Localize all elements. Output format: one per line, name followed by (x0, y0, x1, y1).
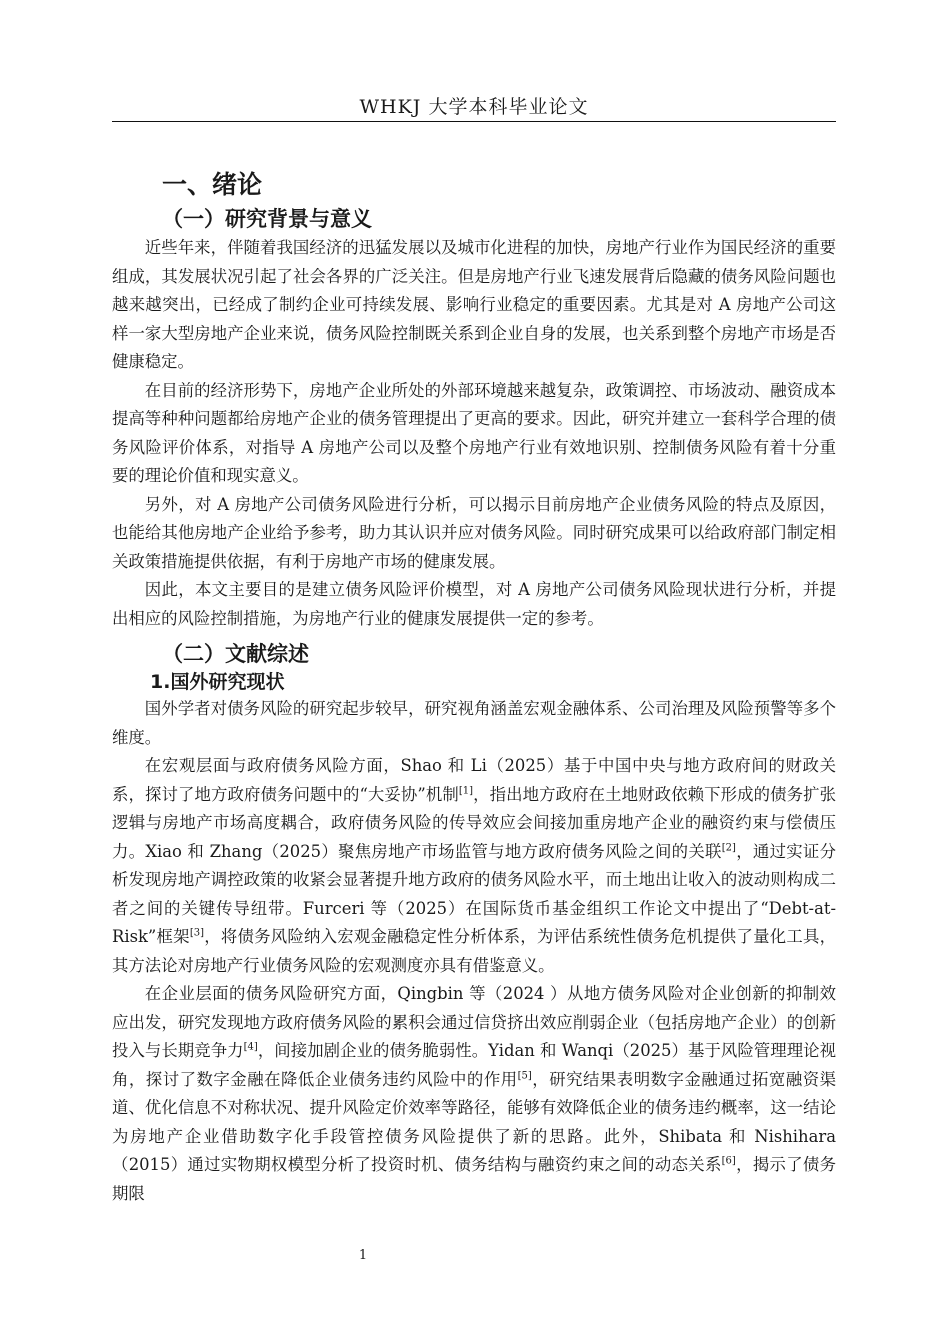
citation-ref: [1] (458, 785, 474, 797)
paragraph-text: ，通过实证分析发现房地产调控政策的收紧会显著提升地方政府的债务风险水平，而土地出让收入的波动则构成二者之间的关键传导纽带。Furceri 等（2025）在国际货币基金组织工作论文中提出了“Debt-at-Risk”框架 (112, 841, 837, 946)
citation-ref: [5] (517, 1070, 532, 1082)
citation-ref: [3] (189, 927, 204, 939)
paragraph: 近些年来，伴随着我国经济的迅猛发展以及城市化进程的加快，房地产行业作为国民经济的重要组成，其发展状况引起了社会各界的广泛关注。但是房地产行业飞速发展背后隐藏的债务风险问题也越来越突出，已经成了制约企业可持续发展、影响行业稳定的重要因素。尤其是对 A 房地产公司这样一家大型房地产企业来说，债务风险控制既关系到企业自身的发展，也关系到整个房地产市场是否健康稳定。 (112, 238, 836, 371)
paragraph-text: ，揭示了债务期限 (112, 1155, 836, 1203)
section-heading-literature: （二）文献综述 (162, 642, 309, 666)
citation-ref: [6] (721, 1155, 736, 1167)
citation-ref: [4] (243, 1041, 258, 1053)
citation-ref: [2] (721, 842, 736, 854)
paragraph (112, 980, 836, 1208)
paragraph-text: ，间接加剧企业的债务脆弱性。Yidan 和 Wanqi（2025）基于风险管理理论视角，探讨了数字金融在降低企业债务违约风险中的作用 (112, 1041, 837, 1089)
paragraph (112, 752, 836, 980)
subsection-heading-foreign: 1.国外研究现状 (150, 671, 285, 693)
body-content (112, 168, 836, 1208)
paragraph: 因此，本文主要目的是建立债务风险评价模型，对 A 房地产公司债务风险现状进行分析，并提出相应的风险控制措施，为房地产行业的健康发展提供一定的参考。 (112, 580, 836, 628)
paragraph: 另外，对 A 房地产公司债务风险进行分析，可以揭示目前房地产企业债务风险的特点及原因，也能给其他房地产企业给予参考，助力其认识并应对债务风险。同时研究成果可以给政府部门制定相关政策措施提供依据，有利于房地产市场的健康发展。 (112, 494, 836, 571)
paragraph-text: ，指出地方政府在土地财政依赖下形成的债务扩张逻辑与房地产市场高度耦合，政府债务风险的传导效应会间接加重房地产企业的融资约束与偿债压力。Xiao 和 Zhang（2025）聚焦房地产市场监管与地方政府债务风险之间的关联 (112, 784, 836, 861)
paragraph-text: ，研究结果表明数字金融通过拓宽融资渠道、优化信息不对称状况、提升风险定价效率等路径，能够有效降低企业的债务违约概率，这一结论为房地产企业借助数字化手段管控债务风险提供了新的思路。此外，Shibata 和 Nishihara（2015）通过实物期权模型分析了投资时机、债务结构与融资约束之间的动态关系 (112, 1069, 837, 1174)
page-footer (0, 1248, 950, 1263)
header-divider (112, 121, 836, 122)
paragraph-text: ，将债务风险纳入宏观金融稳定性分析体系，为评估系统性债务危机提供了量化工具，其方法论对房地产行业债务风险的宏观测度亦具有借鉴意义。 (112, 927, 836, 975)
section-heading-background: （一）研究背景与意义 (162, 207, 372, 231)
running-header: WHKJ 大学本科毕业论文 (359, 96, 589, 118)
paragraph: 在目前的经济形势下，房地产企业所处的外部环境越来越复杂，政策调控、市场波动、融资成本提高等种种问题都给房地产企业的债务管理提出了更高的要求。因此，研究并建立一套科学合理的债务风险评价体系，对指导 A 房地产公司以及整个房地产行业有效地识别、控制债务风险有着十分重要的理论价值和现实意义。 (112, 380, 836, 485)
paragraph-text: 在宏观层面与政府债务风险方面，Shao 和 Li（2025）基于中国中央与地方政府间的财政关系，探讨了地方政府债务问题中的“大妥协”机制 (112, 756, 836, 804)
paragraph: 国外学者对债务风险的研究起步较早，研究视角涵盖宏观金融体系、公司治理及风险预警等多个维度。 (112, 699, 836, 747)
chapter-heading: 一、绪论 (162, 170, 263, 199)
page-number: 1 (358, 1248, 368, 1263)
paragraph-text: 在企业层面的债务风险研究方面，Qingbin 等（2024 ）从地方债务风险对企业创新的抑制效应出发，研究发现地方政府债务风险的累积会通过信贷挤出效应削弱企业（包括房地产企业）的创新投入与长期竞争力 (112, 984, 836, 1060)
